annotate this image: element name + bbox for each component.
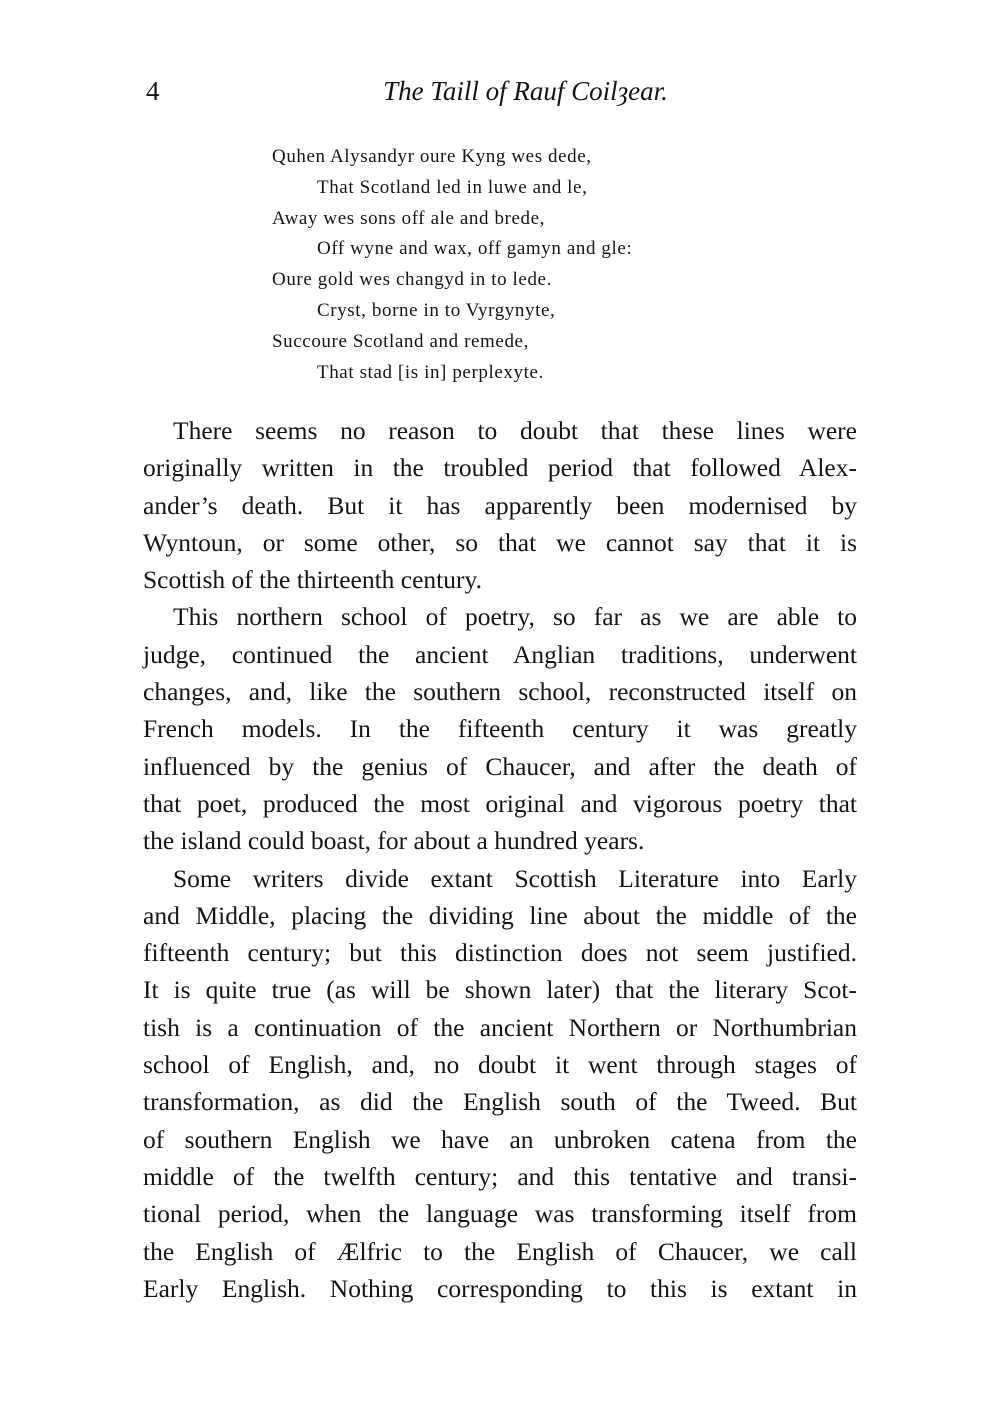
text-line: of southern English we have an unbroken catena from the	[143, 1124, 857, 1154]
text-line: fifteenth century; but this distinction does not seem justified.	[143, 938, 857, 968]
body-text	[143, 412, 857, 1307]
text-line: and Middle, placing the dividing line about the middle of the	[143, 900, 857, 930]
page-number: 4	[146, 76, 160, 106]
text-line: tish is a continuation of the ancient Northern or Northumbrian	[143, 1012, 857, 1042]
verse-line: Oure gold wes changyd in to lede.	[272, 269, 552, 291]
text-line: school of English, and, no doubt it went through stages of	[143, 1050, 857, 1080]
text-line: tional period, when the language was transforming itself from	[143, 1199, 857, 1229]
text-line: the English of Ælfric to the English of Chaucer, we call	[143, 1236, 857, 1266]
text-line: There seems no reason to doubt that these lines were	[173, 416, 857, 445]
text-line: It is quite true (as will be shown later) that the literary Scot-	[143, 975, 857, 1005]
verse-line: That stad [is in] perplexyte.	[317, 361, 544, 383]
text-line: Scottish of the thirteenth century.	[143, 565, 482, 595]
text-line: judge, continued the ancient Anglian traditions, underwent	[143, 639, 857, 669]
verse-line: Succoure Scotland and remede,	[272, 330, 529, 352]
text-line: Early English. Nothing corresponding to this is extant in	[143, 1273, 857, 1303]
text-line: changes, and, like the southern school, reconstructed itself on	[143, 677, 857, 707]
text-line: French models. In the fifteenth century it was greatly	[143, 714, 857, 744]
verse-line: Away wes sons off ale and brede,	[272, 207, 545, 229]
verse-line: Off wyne and wax, off gamyn and gle:	[317, 238, 633, 260]
text-line: the island could boast, for about a hundred years.	[143, 826, 645, 856]
text-line: This northern school of poetry, so far as we are able to	[173, 602, 857, 632]
running-title: The Taill of Rauf Coilȝear.	[383, 76, 668, 106]
paragraph	[143, 860, 857, 1308]
text-line: Wyntoun, or some other, so that we cannot say that it is	[143, 527, 857, 557]
paragraph	[143, 598, 857, 859]
paragraph	[143, 412, 857, 598]
verse-quotation	[272, 142, 752, 388]
page-header	[143, 76, 858, 116]
verse-line: Quhen Alysandyr oure Kyng wes dede,	[272, 146, 592, 167]
text-line: that poet, produced the most original and vigorous poetry that	[143, 788, 857, 818]
verse-line: Cryst, borne in to Vyrgynyte,	[317, 299, 556, 321]
text-line: originally written in the troubled period that followed Alex-	[143, 453, 857, 483]
text-line: ander’s death. But it has apparently been modernised by	[143, 490, 857, 520]
text-line: influenced by the genius of Chaucer, and after the death of	[143, 751, 857, 781]
text-line: middle of the twelfth century; and this tentative and transi-	[143, 1161, 857, 1191]
text-line: Some writers divide extant Scottish Literature into Early	[173, 863, 857, 893]
verse-line: That Scotland led in luwe and le,	[317, 176, 588, 198]
text-line: transformation, as did the English south of the Tweed. But	[143, 1087, 857, 1117]
